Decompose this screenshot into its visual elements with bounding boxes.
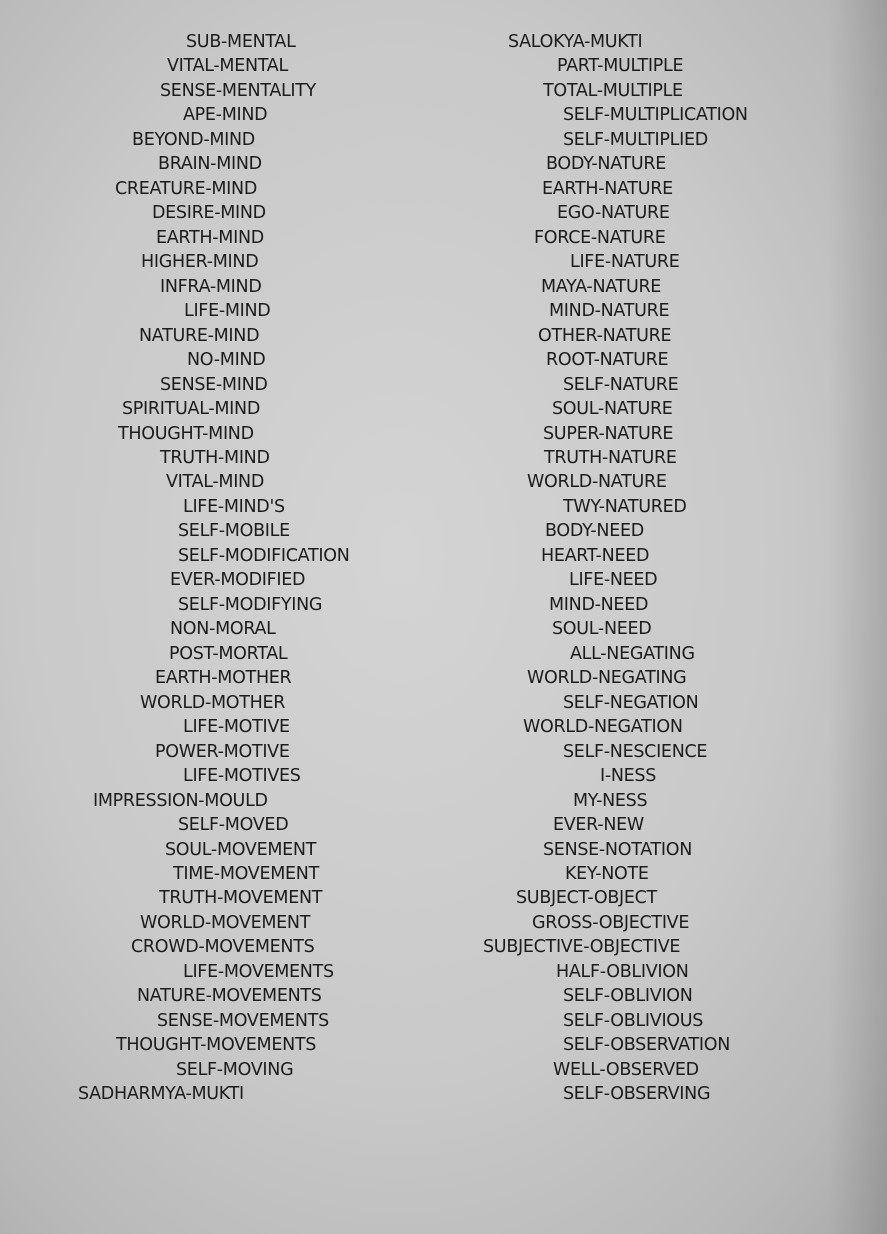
word-entry: EGO-NATURE xyxy=(557,203,670,224)
word-entry: DESIRE-MIND xyxy=(152,203,266,224)
word-entry: SELF-MOVING xyxy=(176,1059,294,1080)
word-entry: POWER-MOTIVE xyxy=(155,741,290,762)
word-entry: NATURE-MIND xyxy=(139,325,260,346)
word-entry: IMPRESSION-MOULD xyxy=(93,790,268,811)
word-entry: SELF-OBSERVATION xyxy=(563,1035,731,1056)
word-entry: SOUL-NATURE xyxy=(552,399,673,420)
word-entry: APE-MIND xyxy=(183,105,268,126)
word-entry: TRUTH-MOVEMENT xyxy=(159,888,323,909)
word-entry: NON-MORAL xyxy=(170,619,276,640)
word-entry: HEART-NEED xyxy=(541,545,650,566)
word-entry: SELF-MODIFYING xyxy=(178,594,323,615)
word-entry: SELF-OBLIVION xyxy=(563,986,693,1007)
word-entry: BRAIN-MIND xyxy=(158,154,262,175)
word-entry: SUBJECT-OBJECT xyxy=(516,888,657,909)
word-entry: HIGHER-MIND xyxy=(141,252,259,273)
word-entry: TIME-MOVEMENT xyxy=(173,863,319,884)
word-entry: CREATURE-MIND xyxy=(115,178,258,199)
word-entry: EVER-NEW xyxy=(553,815,644,836)
word-entry: VITAL-MIND xyxy=(166,472,265,493)
word-entry: WORLD-NATURE xyxy=(527,472,667,493)
word-entry: EVER-MODIFIED xyxy=(170,570,306,591)
word-entry: NATURE-MOVEMENTS xyxy=(137,986,322,1007)
word-entry: LIFE-NATURE xyxy=(570,252,680,273)
word-entry: LIFE-MOVEMENTS xyxy=(183,961,334,982)
word-entry: TRUTH-MIND xyxy=(160,447,270,468)
word-entry: SELF-NEGATION xyxy=(563,692,699,713)
word-entry: NO-MIND xyxy=(187,350,266,371)
word-entry: SELF-NESCIENCE xyxy=(563,741,708,762)
word-entry: ALL-NEGATING xyxy=(570,643,695,664)
word-entry: EARTH-MIND xyxy=(156,227,264,248)
word-entry: EARTH-NATURE xyxy=(542,178,673,199)
word-entry: MIND-NEED xyxy=(549,594,649,615)
word-entry: WORLD-MOTHER xyxy=(140,692,286,713)
word-entry: SENSE-NOTATION xyxy=(543,839,693,860)
word-entry: TWY-NATURED xyxy=(563,496,687,517)
word-entry: INFRA-MIND xyxy=(160,276,262,297)
word-entry: OTHER-NATURE xyxy=(538,325,672,346)
word-entry: MIND-NATURE xyxy=(549,301,670,322)
word-entry: SUB-MENTAL xyxy=(186,32,296,52)
word-entry: SENSE-MIND xyxy=(160,374,268,395)
word-entry: SPIRITUAL-MIND xyxy=(122,399,260,420)
word-entry: KEY-NOTE xyxy=(565,863,649,884)
word-entry: WORLD-MOVEMENT xyxy=(140,912,311,933)
word-entry: SUBJECTIVE-OBJECTIVE xyxy=(483,937,681,958)
word-entry: SELF-MODIFICATION xyxy=(178,545,350,566)
word-entry: SOUL-MOVEMENT xyxy=(165,839,317,860)
word-entry: WORLD-NEGATION xyxy=(523,717,683,738)
word-entry: MY-NESS xyxy=(573,790,648,811)
word-entry: LIFE-MIND xyxy=(184,301,271,322)
word-entry: LIFE-MOTIVE xyxy=(183,717,290,738)
word-entry: SUPER-NATURE xyxy=(543,423,674,444)
word-entry: TRUTH-NATURE xyxy=(544,447,677,468)
word-entry: BODY-NEED xyxy=(545,521,644,542)
word-entry: POST-MORTAL xyxy=(169,643,288,664)
word-entry: BODY-NATURE xyxy=(546,154,667,175)
word-entry: SELF-MULTIPLIED xyxy=(563,129,708,150)
word-entry: LIFE-NEED xyxy=(569,570,658,591)
word-entry: SELF-NATURE xyxy=(563,374,679,395)
word-entry: HALF-OBLIVION xyxy=(556,961,689,982)
word-entry: THOUGHT-MIND xyxy=(118,423,254,444)
word-entry: MAYA-NATURE xyxy=(541,276,662,297)
word-entry: SELF-MOVED xyxy=(178,815,289,836)
word-entry: LIFE-MIND'S xyxy=(183,496,285,517)
word-entry: SELF-OBSERVING xyxy=(563,1084,711,1105)
word-entry: SELF-MOBILE xyxy=(178,521,290,542)
word-entry: SELF-MULTIPLICATION xyxy=(563,105,748,126)
word-entry: LIFE-MOTIVES xyxy=(183,766,301,787)
word-entry: CROWD-MOVEMENTS xyxy=(131,937,315,958)
word-entry: SALOKYA-MUKTI xyxy=(508,32,643,52)
word-entry: SOUL-NEED xyxy=(552,619,652,640)
word-entry: SENSE-MENTALITY xyxy=(160,80,317,101)
word-entry: SENSE-MOVEMENTS xyxy=(157,1010,329,1031)
word-entry: THOUGHT-MOVEMENTS xyxy=(116,1035,317,1056)
word-entry: PART-MULTIPLE xyxy=(557,56,684,77)
word-entry: EARTH-MOTHER xyxy=(155,668,292,689)
word-entry: TOTAL-MULTIPLE xyxy=(543,80,683,101)
word-entry: VITAL-MENTAL xyxy=(167,56,288,77)
word-entry: SADHARMYA-MUKTI xyxy=(78,1084,244,1105)
word-entry: I-NESS xyxy=(600,766,657,787)
word-entry: WORLD-NEGATING xyxy=(527,668,687,689)
word-entry: GROSS-OBJECTIVE xyxy=(532,912,690,933)
word-entry: BEYOND-MIND xyxy=(132,129,255,150)
word-entry: FORCE-NATURE xyxy=(534,227,666,248)
word-entry: ROOT-NATURE xyxy=(546,350,669,371)
word-entry: SELF-OBLIVIOUS xyxy=(563,1010,704,1031)
word-entry: WELL-OBSERVED xyxy=(553,1059,699,1080)
